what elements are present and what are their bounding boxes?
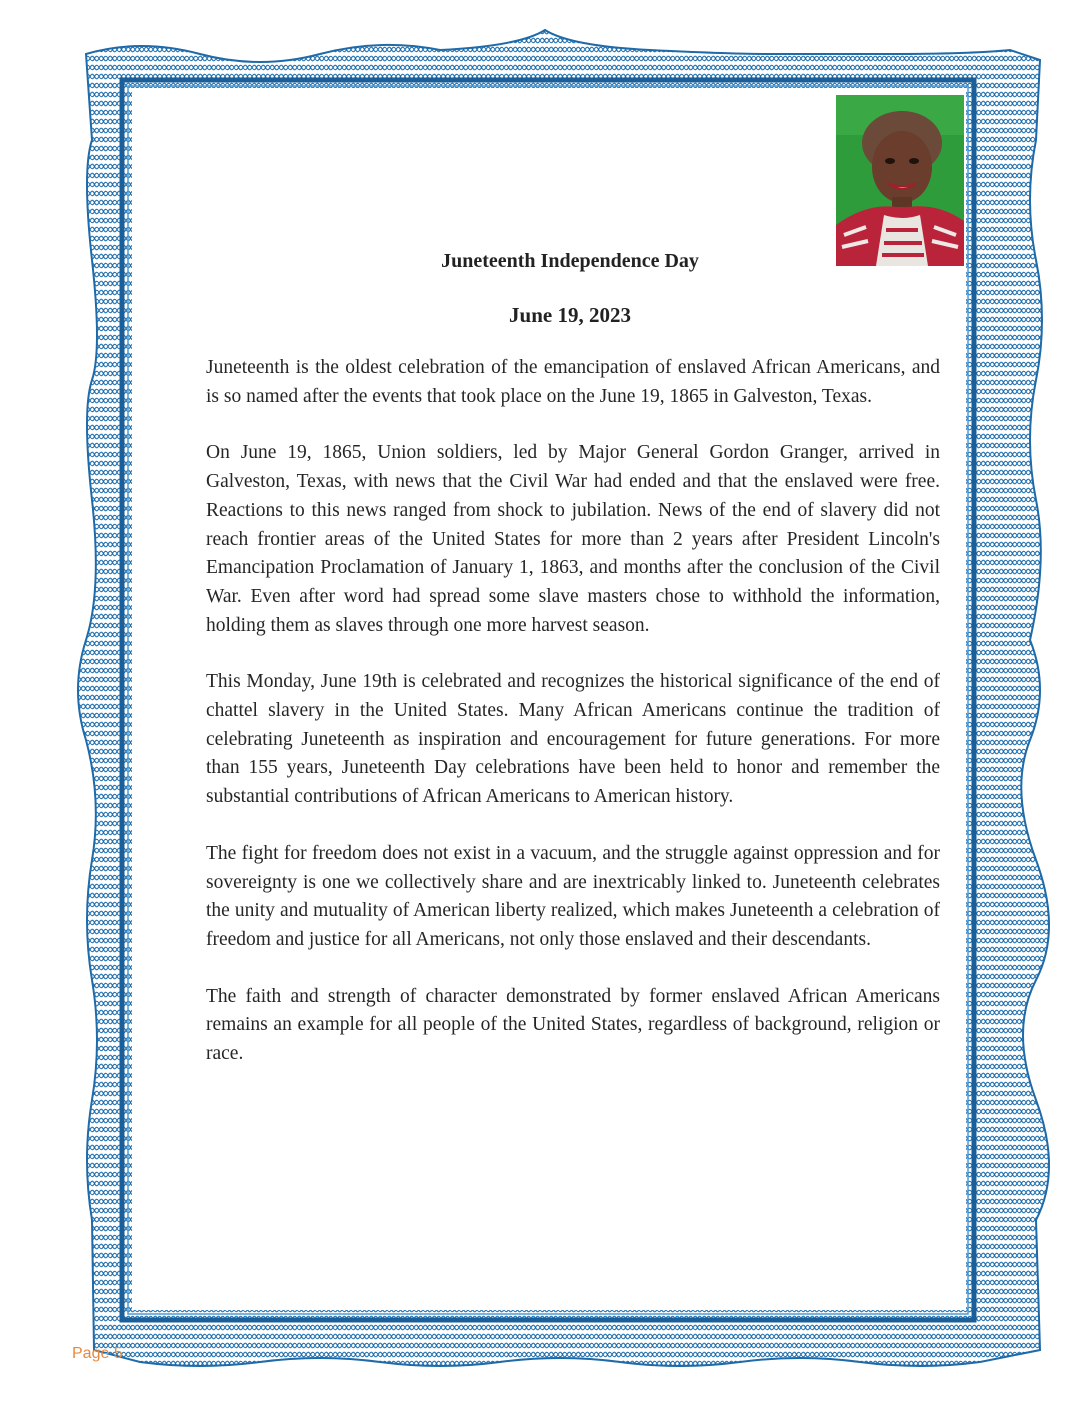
document-date: June 19, 2023 bbox=[509, 303, 631, 327]
body-paragraph: Juneteenth is the oldest celebration of the emancipation of enslaved African Americans, and is so named after the events that took place on the June 19, 1865 in Galveston, Texas. bbox=[206, 357, 940, 407]
document-body bbox=[206, 354, 940, 1097]
portrait-photo bbox=[836, 95, 964, 266]
document-title: Juneteenth Independence Day bbox=[441, 250, 699, 272]
body-paragraph: The faith and strength of character demonstrated by former enslaved African Americans remains an example for all people of the United States, regardless of background, religion or race. bbox=[206, 985, 940, 1065]
page-number: Page 5 bbox=[72, 1345, 123, 1362]
body-paragraph: On June 19, 1865, Union soldiers, led by Major General Gordon Granger, arrived in Galveston, Texas, with news that the Civil War had ended and that the enslaved were free. Reactions to this news ranged from shock to jubilation. News of the end of slavery did not reach frontier areas of the United States for more than 2 years after President Lincoln's Emancipation Proclamation of January 1, 1863, and months after the conclusion of the Civil War. Even after word had spread some slave masters chose to withhold the information, holding them as slaves through one more harvest season. bbox=[206, 442, 940, 636]
body-paragraph: The fight for freedom does not exist in a vacuum, and the struggle against oppression and for sovereignty is one we collectively share and are inextricably linked to. Juneteenth celebrates the unity and mutuality of American liberty realized, which makes Juneteenth a celebration of freedom and justice for all Americans, not only those enslaved and their descendants. bbox=[206, 842, 940, 950]
body-paragraph: This Monday, June 19th is celebrated and recognizes the historical significance of the end of chattel slavery in the United States. Many African Americans continue the tradition of celebrating Juneteenth as inspiration and encouragement for future generations. For more than 155 years, Juneteenth Day celebrations have been held to honor and remember the substantial contributions of African Americans to American history. bbox=[206, 671, 940, 808]
